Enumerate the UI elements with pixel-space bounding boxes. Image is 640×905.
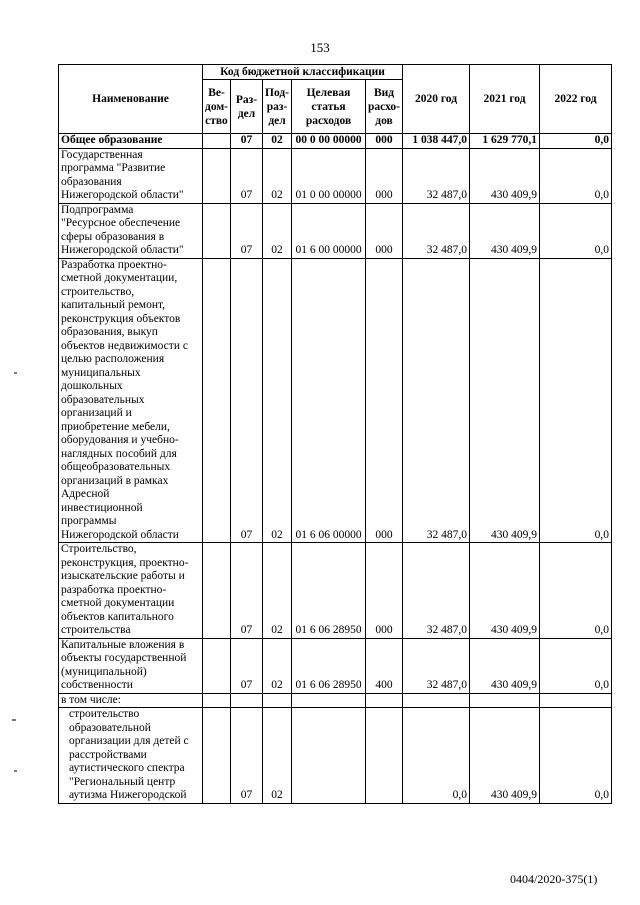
row-2021: 430 409,9 [470, 708, 540, 804]
row-2022: 0,0 [540, 203, 612, 258]
row-ved [203, 258, 231, 543]
row-ved [203, 638, 231, 693]
row-razdel: 07 [231, 148, 263, 203]
row-2020 [403, 693, 470, 708]
row-name: Подпрограмма "Ресурсное обеспечение сферы образования в Нижегородской области" [59, 203, 203, 258]
row-razdel: 07 [231, 134, 263, 149]
row-ved [203, 708, 231, 804]
row-celevaya: 00 0 00 00000 [292, 134, 366, 149]
document-code: 0404/2020-375(1) [510, 872, 598, 886]
row-vid: 000 [366, 543, 403, 639]
row-podrazdel: 02 [263, 203, 292, 258]
row-vid: 000 [366, 203, 403, 258]
row-ved [203, 693, 231, 708]
row-2020: 32 487,0 [403, 203, 470, 258]
row-2022: 0,0 [540, 148, 612, 203]
row-2021: 430 409,9 [470, 258, 540, 543]
row-name: Капитальные вложения в объекты государственной (муниципальной) собственности [59, 638, 203, 693]
row-celevaya [292, 693, 366, 708]
row-2020: 0,0 [403, 708, 470, 804]
row-2022: 0,0 [540, 708, 612, 804]
row-2020: 32 487,0 [403, 638, 470, 693]
row-2022: 0,0 [540, 134, 612, 149]
scan-artifact [12, 719, 16, 721]
row-name: Разработка проектно- сметной документации, строительство, капитальный ремонт, реконструкция объектов образования, выкуп объектов недвижимости с целью расположения муниципальных дошкольных образовательных организаций и приобретение мебели, оборудования и учебно- наглядных пособий для общеобразовательных организаций в рамках Адресной инвестиционной программы Нижегородской области [59, 258, 203, 543]
row-2020: 32 487,0 [403, 148, 470, 203]
row-vid: 000 [366, 134, 403, 149]
row-name: в том числе: [59, 693, 203, 708]
header-2020: 2020 год [403, 65, 470, 134]
row-name: Строительство, реконструкция, проектно- изыскательские работы и разработка проектно- сметной документации объектов капитального строительства [59, 543, 203, 639]
table-row [59, 543, 612, 639]
row-razdel: 07 [231, 203, 263, 258]
header-razdel: Раз- дел [231, 80, 263, 134]
row-celevaya: 01 6 06 28950 [292, 543, 366, 639]
row-ved [203, 203, 231, 258]
row-ved [203, 134, 231, 149]
header-vedomstvo: Ве- дом- ство [203, 80, 231, 134]
row-razdel [231, 693, 263, 708]
row-2020: 32 487,0 [403, 543, 470, 639]
row-2022: 0,0 [540, 638, 612, 693]
row-celevaya: 01 0 00 00000 [292, 148, 366, 203]
row-podrazdel: 02 [263, 638, 292, 693]
row-name: Общее образование [59, 134, 203, 149]
row-name: Государственная программа "Развитие образования Нижегородской области" [59, 148, 203, 203]
row-razdel: 07 [231, 543, 263, 639]
row-2021: 430 409,9 [470, 203, 540, 258]
table-row [59, 148, 612, 203]
row-razdel: 07 [231, 708, 263, 804]
table-row [59, 203, 612, 258]
row-name: строительство образовательной организации для детей с расстройствами аутистического спектра "Региональный центр аутизма Нижегородской [59, 708, 203, 804]
row-2021: 430 409,9 [470, 148, 540, 203]
budget-table [58, 64, 612, 804]
row-celevaya: 01 6 06 00000 [292, 258, 366, 543]
row-2022: 0,0 [540, 543, 612, 639]
row-2022: 0,0 [540, 258, 612, 543]
header-vid: Вид расхо- дов [366, 80, 403, 134]
header-podrazdel: Под- раз- дел [263, 80, 292, 134]
row-vid [366, 693, 403, 708]
table-row [59, 708, 612, 804]
table-row [59, 134, 612, 149]
row-ved [203, 543, 231, 639]
row-ved [203, 148, 231, 203]
scan-artifact [14, 770, 17, 772]
row-vid [366, 708, 403, 804]
row-celevaya: 01 6 06 28950 [292, 638, 366, 693]
header-2022: 2022 год [540, 65, 612, 134]
row-podrazdel: 02 [263, 148, 292, 203]
row-celevaya: 01 6 00 00000 [292, 203, 366, 258]
table-row [59, 693, 612, 708]
row-vid: 400 [366, 638, 403, 693]
row-2020: 32 487,0 [403, 258, 470, 543]
row-2021 [470, 693, 540, 708]
header-celevaya: Целевая статья расходов [292, 80, 366, 134]
page-number: 153 [310, 40, 330, 55]
row-2022 [540, 693, 612, 708]
row-podrazdel: 02 [263, 543, 292, 639]
row-vid: 000 [366, 148, 403, 203]
row-podrazdel [263, 693, 292, 708]
header-code-group: Код бюджетной классификации [203, 65, 403, 80]
row-2021: 1 629 770,1 [470, 134, 540, 149]
row-podrazdel: 02 [263, 708, 292, 804]
row-razdel: 07 [231, 258, 263, 543]
row-2021: 430 409,9 [470, 543, 540, 639]
row-razdel: 07 [231, 638, 263, 693]
header-name: Наименование [59, 65, 203, 134]
table-row [59, 258, 612, 543]
scan-artifact [14, 372, 17, 374]
row-vid: 000 [366, 258, 403, 543]
row-celevaya [292, 708, 366, 804]
row-podrazdel: 02 [263, 134, 292, 149]
header-2021: 2021 год [470, 65, 540, 134]
row-podrazdel: 02 [263, 258, 292, 543]
table-row [59, 638, 612, 693]
row-2020: 1 038 447,0 [403, 134, 470, 149]
row-2021: 430 409,9 [470, 638, 540, 693]
